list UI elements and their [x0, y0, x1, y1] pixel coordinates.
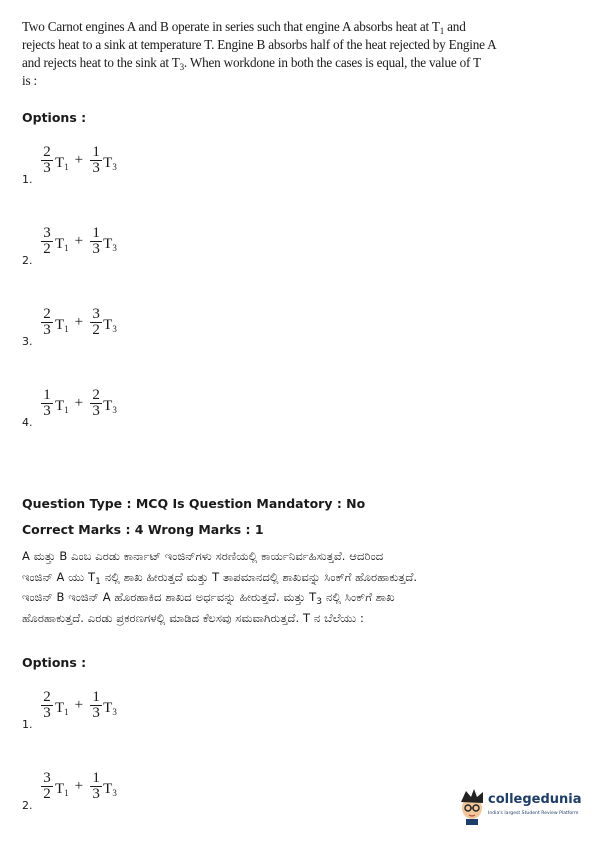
- option-2-kn[interactable]: [22, 764, 182, 814]
- mascot-icon: [458, 786, 488, 826]
- options-label: Options :: [22, 110, 87, 125]
- kannada-line-4: ಹೊರಹಾಕುತ್ತದೆ. ಎರಡು ಪ್ರಕರಣಗಳಲ್ಲಿ ಮಾಡಿದ ಕೆಲಸವು ಸಮವಾಗಿರುತ್ತದೆ. T ನ ಬೆಲೆಯು :: [22, 610, 364, 625]
- option-number: 2.: [22, 254, 33, 267]
- option-expression: $\frac{3}{2}$ $T_1$ + $\frac{1}{3}$ $T_3$: [40, 764, 117, 808]
- option-3[interactable]: [22, 300, 182, 350]
- options-label-2: Options :: [22, 655, 87, 670]
- question-line-3: and rejects heat to the sink at $T_3$. When workdone in both the cases is equal, the value of T: [22, 55, 481, 72]
- option-number: 3.: [22, 335, 33, 348]
- option-2[interactable]: [22, 219, 182, 269]
- kannada-line-2: ಇಂಜಿನ್ A ಯು $T_1$ ನಲ್ಲಿ ಶಾಖ ಹೀರುತ್ತದೆ ಮತ್ತು T ತಾಪಮಾನದಲ್ಲಿ ಶಾಖವನ್ನು ಸಿಂಕ್‌ಗೆ ಹೊರಹಾಕುತ್ತದೆ.: [22, 569, 418, 587]
- marks-line: Correct Marks : 4 Wrong Marks : 1: [22, 522, 264, 537]
- option-expression: $\frac{2}{3}$ $T_1$ + $\frac{3}{2}$ $T_3$: [40, 300, 117, 344]
- logo-brand-text: collegedunia: [488, 792, 582, 807]
- question-line-2: rejects heat to a sink at temperature T. Engine B absorbs half of the heat rejected by Engine A: [22, 37, 497, 52]
- collegedunia-logo: [458, 784, 588, 828]
- option-number: 2.: [22, 799, 33, 812]
- option-expression: $\frac{2}{3}$ $T_1$ + $\frac{1}{3}$ $T_3$: [40, 683, 117, 727]
- option-1[interactable]: [22, 138, 182, 188]
- option-number: 1.: [22, 718, 33, 731]
- kannada-question-text: [22, 546, 442, 628]
- kannada-line-1: A ಮತ್ತು B ಎಂಬ ಎರಡು ಕಾರ್ನಾಟ್ ಇಂಜಿನ್‌ಗಳು ಸರಣಿಯಲ್ಲಿ ಕಾರ್ಯನಿರ್ವಹಿಸುತ್ತವೆ. ಆದರಿಂದ: [22, 549, 384, 563]
- question-line-1: Two Carnot engines A and B operate in series such that engine A absorbs heat at $T_1$ and: [22, 19, 466, 36]
- option-expression: $\frac{2}{3}$ $T_1$ + $\frac{1}{3}$ $T_3$: [40, 138, 117, 182]
- question-text: [22, 18, 497, 90]
- option-1-kn[interactable]: [22, 683, 182, 733]
- kannada-line-3: ಇಂಜಿನ್ B ಇಂಜಿನ್ A ಹೊರಹಾಕಿದ ಶಾಖದ ಅರ್ಧವನ್ನು ಹೀರುತ್ತದೆ. ಮತ್ತು $T_3$ ನಲ್ಲಿ ಸಿಂಕ್‌ಗೆ ಶಾಖ: [22, 590, 395, 607]
- option-expression: $\frac{3}{2}$ $T_1$ + $\frac{1}{3}$ $T_3$: [40, 219, 117, 263]
- logo-tagline: India's largest Student Review Platform: [488, 811, 579, 816]
- question-line-4: is :: [22, 73, 37, 88]
- option-4[interactable]: [22, 381, 182, 431]
- option-number: 1.: [22, 173, 33, 186]
- question-type-line: Question Type : MCQ Is Question Mandatory : No: [22, 496, 366, 511]
- option-number: 4.: [22, 416, 33, 429]
- option-expression: $\frac{1}{3}$ $T_1$ + $\frac{2}{3}$ $T_3$: [40, 381, 117, 425]
